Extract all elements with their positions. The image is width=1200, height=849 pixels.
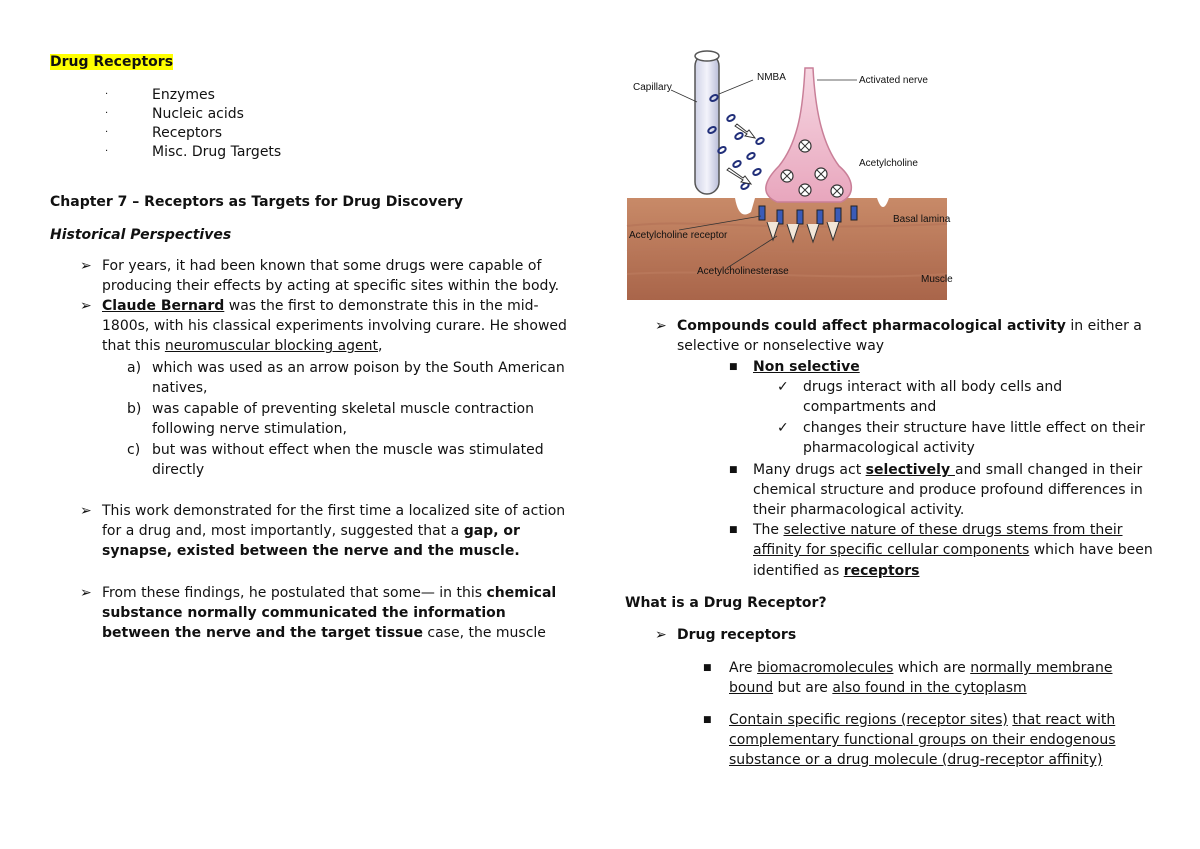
label-capillary: Capillary [633, 82, 672, 93]
nmj-figure [627, 46, 953, 300]
target-item: Nucleic acids [152, 106, 244, 122]
historical-heading: Historical Perspectives [50, 227, 232, 243]
label-basal-lamina: Basal lamina [893, 214, 951, 225]
sub-item-line: following nerve stimulation, [152, 421, 347, 437]
paragraph-line: Contain specific regions (receptor sites) that react with [729, 712, 1116, 728]
sub-item-line: was capable of preventing skeletal muscle contraction [152, 401, 534, 417]
label-muscle: Muscle [921, 274, 953, 285]
claude-bernard: Claude Bernard [102, 298, 225, 314]
what-is-heading: What is a Drug Receptor? [625, 595, 827, 611]
bullet-dot: · [105, 146, 109, 157]
paragraph-line: selective or nonselective way [677, 338, 885, 354]
square-bullet: ■ [703, 715, 712, 725]
arrow-bullet: ➢ [80, 585, 92, 601]
label-nmba: NMBA [757, 72, 786, 83]
paragraph-line: synapse, existed between the nerve and the muscle. [102, 543, 520, 559]
paragraph-line: 1800s, with his classical experiments involving curare. He showed [102, 318, 567, 334]
check-icon: ✓ [777, 420, 789, 436]
page-title: Drug Receptors [50, 54, 174, 70]
sub-item-line: but was without effect when the muscle was stimulated [152, 442, 544, 458]
paragraph-line: substance or a drug molecule (drug-receptor affinity) [729, 752, 1103, 768]
paragraph-line: The selective nature of these drugs stems from their [753, 522, 1123, 538]
paragraph-line: This work demonstrated for the first time a localized site of action [102, 503, 566, 519]
target-item: Receptors [152, 125, 223, 141]
capillary-vessel [695, 54, 719, 194]
paragraph-line: identified as receptors [753, 563, 920, 579]
arrow-bullet: ➢ [80, 503, 92, 519]
sub-item-line: which was used as an arrow poison by the South American [152, 360, 565, 376]
label-activated-nerve: Activated nerve [859, 75, 928, 86]
paragraph-line: Are biomacromolecules which are normally membrane [729, 660, 1113, 676]
bullet-dot: · [105, 127, 109, 138]
square-bullet: ■ [729, 362, 738, 372]
paragraph-line: Compounds could affect pharmacological activity in either a [677, 318, 1142, 334]
square-bullet: ■ [729, 465, 738, 475]
paragraph-line: chemical structure and produce profound differences in [753, 482, 1143, 498]
paragraph-line: complementary functional groups on their endogenous [729, 732, 1116, 748]
neuromuscular-junction-diagram [627, 46, 953, 300]
sub-marker: c) [127, 442, 141, 458]
paragraph-line: between the nerve and the target tissue case, the muscle [102, 625, 546, 641]
chapter-heading: Chapter 7 – Receptors as Targets for Drug Discovery [50, 194, 464, 210]
paragraph-line: their pharmacological activity. [753, 502, 965, 518]
sub-marker: a) [127, 360, 142, 376]
paragraph-line: For years, it had been known that some drugs were capable of [102, 258, 542, 274]
non-selective-heading: Non selective [753, 359, 860, 375]
check-icon: ✓ [777, 379, 789, 395]
paragraph-line: that this neuromuscular blocking agent, [102, 338, 383, 354]
target-item: Misc. Drug Targets [152, 144, 282, 160]
bullet-dot: · [105, 89, 109, 100]
paragraph-line: affinity for specific cellular components which have been [753, 542, 1153, 558]
arrow-bullet: ➢ [80, 298, 92, 314]
sub-marker: b) [127, 401, 142, 417]
paragraph-line: substance normally communicated the information [102, 605, 506, 621]
sub-item-line: natives, [152, 380, 208, 396]
paragraph-line: From these findings, he postulated that some— in this chemical [102, 585, 557, 601]
paragraph-line: Many drugs act selectively and small changed in their [753, 462, 1143, 478]
paragraph-line: changes their structure have little effect on their [803, 420, 1145, 436]
paragraph-line: bound but are also found in the cytoplasm [729, 680, 1027, 696]
arrow-bullet: ➢ [80, 258, 92, 274]
label-ach-esterase: Acetylcholinesterase [697, 266, 789, 277]
square-bullet: ■ [703, 663, 712, 673]
drug-receptors-heading: Drug receptors [677, 627, 797, 643]
paragraph-line: compartments and [803, 399, 937, 415]
bullet-dot: · [105, 108, 109, 119]
paragraph-line: drugs interact with all body cells and [803, 379, 1063, 395]
paragraph-line: producing their effects by acting at specific sites within the body. [102, 278, 560, 294]
square-bullet: ■ [729, 525, 738, 535]
label-acetylcholine: Acetylcholine [859, 158, 918, 169]
arrow-bullet: ➢ [655, 627, 667, 643]
paragraph-line: for a drug and, most importantly, suggested that a gap, or [102, 523, 520, 539]
paragraph-line: pharmacological activity [803, 440, 975, 456]
paragraph-line: Claude Bernard was the first to demonstrate this in the mid- [102, 298, 539, 314]
target-item: Enzymes [152, 87, 215, 103]
sub-item-line: directly [152, 462, 205, 478]
arrow-bullet: ➢ [655, 318, 667, 334]
label-ach-receptor: Acetylcholine receptor [629, 230, 728, 241]
